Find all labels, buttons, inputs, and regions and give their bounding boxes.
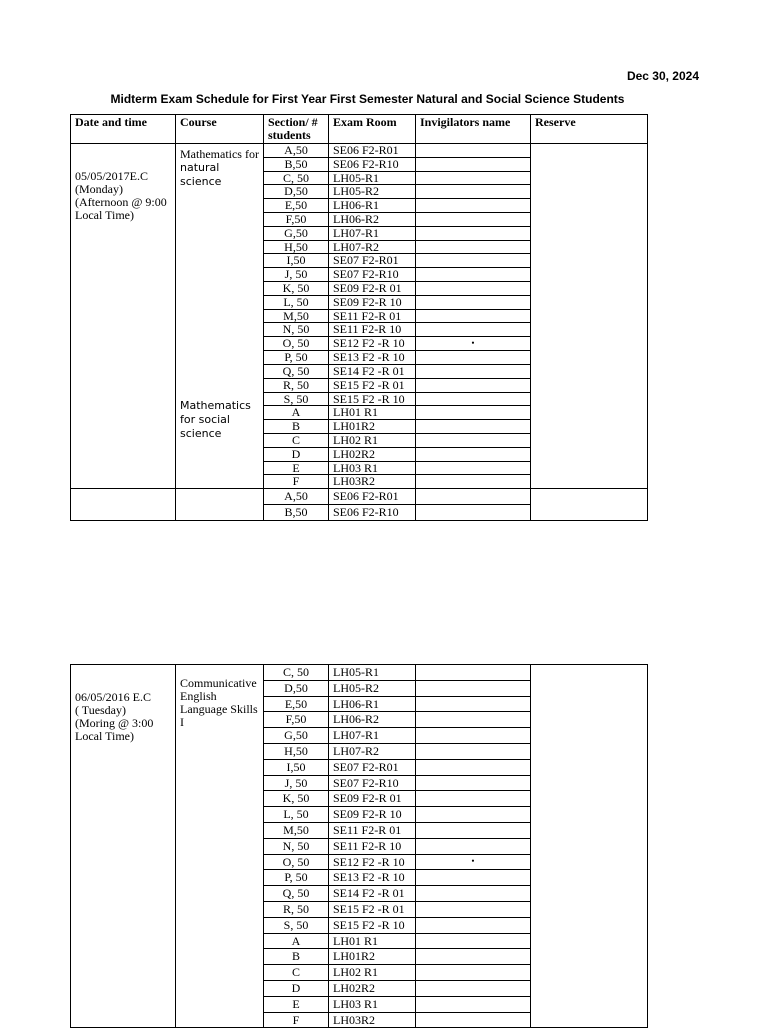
exam-room-cell: LH05-R1: [329, 665, 416, 681]
invigilator-cell: [416, 475, 531, 489]
invigilator-cell: [416, 504, 531, 520]
table-row: [71, 489, 648, 505]
section-cell: C, 50: [264, 665, 329, 681]
invigilator-cell: [416, 965, 531, 981]
section-cell: D: [264, 980, 329, 996]
exam-room-cell: LH05-R1: [329, 171, 416, 185]
table-header-row: [71, 115, 648, 144]
invigilator-cell: [416, 712, 531, 728]
exam-room-cell: LH07-R1: [329, 226, 416, 240]
section-cell: R, 50: [264, 378, 329, 392]
invigilator-cell: [416, 743, 531, 759]
exam-room-cell: SE13 F2 -R 10: [329, 870, 416, 886]
reserve-cell: [531, 665, 648, 1028]
section-cell: H,50: [264, 743, 329, 759]
reserve-cell: [531, 144, 648, 489]
section-cell: D: [264, 447, 329, 461]
exam-room-cell: SE14 F2 -R 01: [329, 886, 416, 902]
section-cell: Q, 50: [264, 364, 329, 378]
section-cell: P, 50: [264, 870, 329, 886]
column-header-reserve: Reserve: [531, 115, 648, 144]
invigilator-cell: [416, 171, 531, 185]
document-date: Dec 30, 2024: [626, 69, 699, 83]
section-cell: K, 50: [264, 791, 329, 807]
invigilator-cell: [416, 157, 531, 171]
exam-room-cell: SE09 F2-R 01: [329, 791, 416, 807]
invigilator-cell: [416, 728, 531, 744]
section-cell: Q, 50: [264, 886, 329, 902]
exam-room-cell: LH02 R1: [329, 433, 416, 447]
exam-room-cell: LH07-R2: [329, 240, 416, 254]
section-cell: H,50: [264, 240, 329, 254]
section-cell: S, 50: [264, 392, 329, 406]
column-header-invigilators: Invigilators name: [416, 115, 531, 144]
section-cell: R, 50: [264, 901, 329, 917]
invigilator-cell: [416, 759, 531, 775]
section-cell: F: [264, 475, 329, 489]
exam-room-cell: SE09 F2-R 10: [329, 807, 416, 823]
invigilator-cell: [416, 775, 531, 791]
invigilator-cell: [416, 309, 531, 323]
exam-room-cell: LH06-R2: [329, 212, 416, 226]
invigilator-cell: [416, 461, 531, 475]
section-cell: O, 50: [264, 337, 329, 351]
course-name-natural-line2: natural science: [180, 161, 222, 188]
exam-room-cell: SE07 F2-R10: [329, 268, 416, 282]
section-cell: J, 50: [264, 775, 329, 791]
exam-room-cell: SE09 F2-R 10: [329, 295, 416, 309]
exam-room-cell: LH03R2: [329, 1012, 416, 1028]
exam-room-cell: LH01R2: [329, 949, 416, 965]
section-cell: M,50: [264, 822, 329, 838]
section-cell: L, 50: [264, 295, 329, 309]
reserve-cell: [531, 489, 648, 521]
exam-room-cell: LH01 R1: [329, 406, 416, 420]
exam-room-cell: SE06 F2-R10: [329, 157, 416, 171]
invigilator-cell: •: [416, 854, 531, 870]
invigilator-cell: [416, 822, 531, 838]
invigilator-cell: [416, 351, 531, 365]
invigilator-cell: [416, 281, 531, 295]
course-cell: [176, 144, 264, 489]
document-title: Midterm Exam Schedule for First Year First Semester Natural and Social Science Students: [110, 92, 625, 106]
section-cell: E: [264, 996, 329, 1012]
section-cell: E,50: [264, 199, 329, 213]
table-1-body: [71, 144, 648, 521]
date-time-cell: 06/05/2016 E.C ( Tuesday) (Moring @ 3:00 Local Time): [71, 665, 176, 1028]
column-header-section: Section/ # students: [264, 115, 329, 144]
exam-room-cell: LH03R2: [329, 475, 416, 489]
exam-room-cell: LH02 R1: [329, 965, 416, 981]
section-cell: J, 50: [264, 268, 329, 282]
section-cell: D,50: [264, 680, 329, 696]
date-time-cell: [71, 489, 176, 521]
exam-room-cell: LH06-R2: [329, 712, 416, 728]
invigilator-cell: [416, 665, 531, 681]
invigilator-cell: [416, 254, 531, 268]
exam-room-cell: SE15 F2 -R 10: [329, 917, 416, 933]
invigilator-cell: [416, 144, 531, 158]
section-cell: D,50: [264, 185, 329, 199]
invigilator-cell: [416, 949, 531, 965]
exam-room-cell: SE07 F2-R10: [329, 775, 416, 791]
invigilator-cell: [416, 791, 531, 807]
section-cell: A,50: [264, 489, 329, 505]
exam-room-cell: LH03 R1: [329, 996, 416, 1012]
invigilator-cell: [416, 696, 531, 712]
exam-room-cell: SE15 F2 -R 01: [329, 901, 416, 917]
section-cell: I,50: [264, 759, 329, 775]
invigilator-cell: [416, 364, 531, 378]
exam-room-cell: SE13 F2 -R 10: [329, 351, 416, 365]
exam-room-cell: SE11 F2-R 10: [329, 323, 416, 337]
section-cell: M,50: [264, 309, 329, 323]
course-cell: [176, 489, 264, 521]
table-2-body: [71, 665, 648, 1028]
invigilator-cell: •: [416, 337, 531, 351]
section-cell: N, 50: [264, 323, 329, 337]
section-cell: F,50: [264, 712, 329, 728]
section-cell: A: [264, 933, 329, 949]
invigilator-cell: [416, 420, 531, 434]
exam-room-cell: SE07 F2-R01: [329, 254, 416, 268]
invigilator-cell: [416, 917, 531, 933]
invigilator-cell: [416, 489, 531, 505]
invigilator-cell: [416, 240, 531, 254]
exam-room-cell: SE06 F2-R01: [329, 489, 416, 505]
section-cell: B: [264, 420, 329, 434]
exam-room-cell: LH06-R1: [329, 696, 416, 712]
section-cell: A,50: [264, 144, 329, 158]
invigilator-cell: [416, 1012, 531, 1028]
section-cell: F,50: [264, 212, 329, 226]
section-cell: E,50: [264, 696, 329, 712]
exam-room-cell: SE11 F2-R 01: [329, 309, 416, 323]
section-cell: L, 50: [264, 807, 329, 823]
exam-room-cell: LH06-R1: [329, 199, 416, 213]
exam-room-cell: SE11 F2-R 10: [329, 838, 416, 854]
invigilator-cell: [416, 980, 531, 996]
invigilator-cell: [416, 323, 531, 337]
column-header-course: Course: [176, 115, 264, 144]
section-cell: C: [264, 433, 329, 447]
exam-room-cell: SE15 F2 -R 10: [329, 392, 416, 406]
exam-room-cell: SE12 F2 -R 10: [329, 337, 416, 351]
section-cell: G,50: [264, 226, 329, 240]
invigilator-cell: [416, 870, 531, 886]
exam-room-cell: SE12 F2 -R 10: [329, 854, 416, 870]
invigilator-cell: [416, 199, 531, 213]
exam-room-cell: SE07 F2-R01: [329, 759, 416, 775]
exam-schedule-table-2: [70, 664, 648, 1028]
invigilator-cell: [416, 680, 531, 696]
section-cell: B,50: [264, 157, 329, 171]
course-name-social: Mathematics for social science: [180, 399, 251, 440]
invigilator-cell: [416, 295, 531, 309]
section-cell: E: [264, 461, 329, 475]
exam-room-cell: LH01 R1: [329, 933, 416, 949]
section-cell: C: [264, 965, 329, 981]
invigilator-cell: [416, 185, 531, 199]
invigilator-cell: [416, 433, 531, 447]
exam-room-cell: LH01R2: [329, 420, 416, 434]
date-time-cell: 05/05/2017E.C (Monday) (Afternoon @ 9:00 Local Time): [71, 144, 176, 489]
exam-room-cell: SE15 F2 -R 01: [329, 378, 416, 392]
invigilator-cell: [416, 901, 531, 917]
table-row: [71, 665, 648, 681]
section-cell: S, 50: [264, 917, 329, 933]
section-cell: F: [264, 1012, 329, 1028]
section-cell: B: [264, 949, 329, 965]
invigilator-cell: [416, 392, 531, 406]
exam-room-cell: SE09 F2-R 01: [329, 281, 416, 295]
section-cell: I,50: [264, 254, 329, 268]
section-cell: K, 50: [264, 281, 329, 295]
invigilator-cell: [416, 886, 531, 902]
invigilator-cell: [416, 378, 531, 392]
exam-room-cell: LH05-R2: [329, 185, 416, 199]
column-header-room: Exam Room: [329, 115, 416, 144]
invigilator-cell: [416, 838, 531, 854]
exam-room-cell: SE06 F2-R10: [329, 504, 416, 520]
section-cell: B,50: [264, 504, 329, 520]
table-row: [71, 144, 648, 158]
section-cell: N, 50: [264, 838, 329, 854]
invigilator-cell: [416, 996, 531, 1012]
exam-room-cell: LH02R2: [329, 447, 416, 461]
section-cell: P, 50: [264, 351, 329, 365]
exam-room-cell: LH05-R2: [329, 680, 416, 696]
exam-room-cell: SE14 F2 -R 01: [329, 364, 416, 378]
section-cell: C, 50: [264, 171, 329, 185]
invigilator-cell: [416, 226, 531, 240]
column-header-date: Date and time: [71, 115, 176, 144]
exam-room-cell: SE11 F2-R 01: [329, 822, 416, 838]
section-cell: A: [264, 406, 329, 420]
invigilator-cell: [416, 212, 531, 226]
course-cell: Communicative English Language Skills I: [176, 665, 264, 1028]
invigilator-cell: [416, 933, 531, 949]
exam-room-cell: LH02R2: [329, 980, 416, 996]
invigilator-cell: [416, 406, 531, 420]
invigilator-cell: [416, 807, 531, 823]
invigilator-cell: [416, 447, 531, 461]
course-name-natural-line1: Mathematics for: [180, 147, 259, 161]
invigilator-cell: [416, 268, 531, 282]
exam-room-cell: SE06 F2-R01: [329, 144, 416, 158]
exam-room-cell: LH07-R1: [329, 728, 416, 744]
section-cell: O, 50: [264, 854, 329, 870]
section-cell: G,50: [264, 728, 329, 744]
exam-room-cell: LH03 R1: [329, 461, 416, 475]
exam-schedule-table-1: [70, 114, 648, 521]
exam-room-cell: LH07-R2: [329, 743, 416, 759]
